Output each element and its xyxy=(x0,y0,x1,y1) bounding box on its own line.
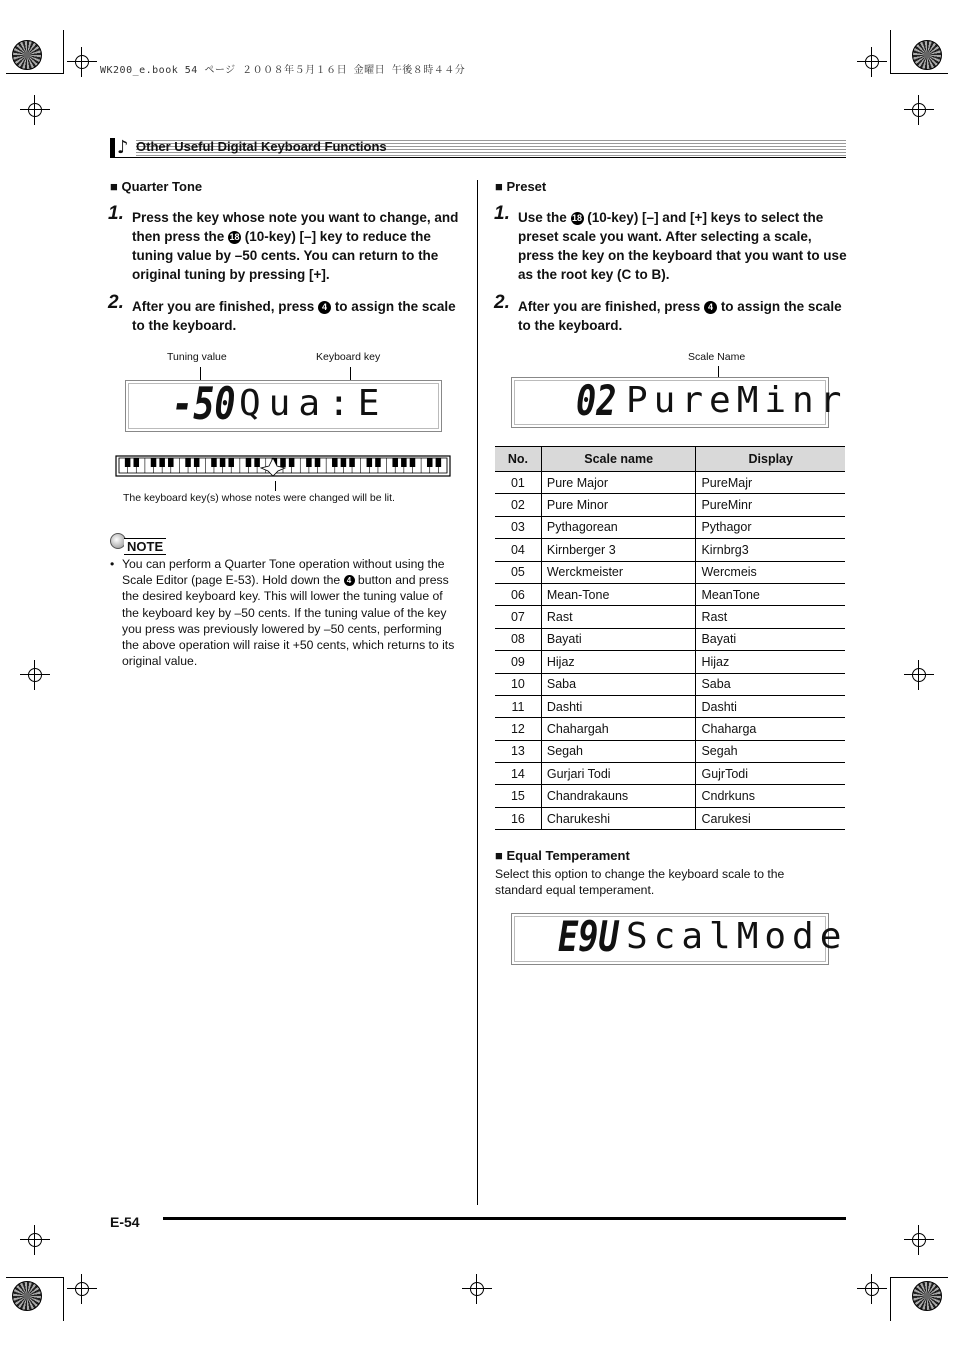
lcd-text: ScalMode xyxy=(626,916,848,957)
black-key xyxy=(211,458,217,467)
crosshair-mark-icon xyxy=(20,95,50,125)
music-note-icon: ♪ xyxy=(117,137,129,158)
cell-no: 04 xyxy=(495,539,541,561)
crop-mark xyxy=(6,73,64,74)
section-title: Other Useful Digital Keyboard Functions xyxy=(136,139,387,154)
scale-table xyxy=(495,446,845,830)
left-step-1 xyxy=(108,203,462,284)
black-key xyxy=(315,458,321,467)
registration-rosette-icon xyxy=(12,1281,42,1311)
table-row xyxy=(495,628,845,650)
black-key xyxy=(349,458,355,467)
cell-display: Hijaz xyxy=(696,651,845,673)
column-divider xyxy=(477,180,478,1205)
note-text xyxy=(122,556,455,669)
callout-line xyxy=(275,481,276,491)
keyboard-key-label: Keyboard key xyxy=(316,351,381,363)
cell-display: Saba xyxy=(696,673,845,695)
step-text: After you are finished, press xyxy=(518,299,705,314)
cell-scale-name: Chahargah xyxy=(541,718,696,740)
lcd-text: PureMinr xyxy=(626,380,848,421)
footer-rule xyxy=(163,1217,846,1220)
table-row xyxy=(495,807,845,829)
cell-display: PureMinr xyxy=(696,494,845,516)
cell-scale-name: Hijaz xyxy=(541,651,696,673)
crosshair-mark-icon xyxy=(904,1225,934,1255)
registration-rosette-icon xyxy=(12,40,42,70)
crop-mark xyxy=(890,73,948,74)
title-underline xyxy=(110,157,846,158)
crop-mark xyxy=(890,1277,948,1278)
registration-rosette-icon xyxy=(912,1281,942,1311)
table-row xyxy=(495,606,845,628)
step-text: After you are finished, press xyxy=(132,299,319,314)
step-text: (10-key) [–] and [+] keys to select the preset scale you want. After selecting a scale, press the key on the keyboard that you want to use as the root key (C to B). xyxy=(518,210,847,282)
section-title-bar xyxy=(110,137,846,159)
crosshair-mark-icon xyxy=(857,47,887,77)
cell-no: 09 xyxy=(495,651,541,673)
callout-line xyxy=(350,367,351,381)
circled-18-icon: 18 xyxy=(229,232,240,242)
cell-display: Bayati xyxy=(696,628,845,650)
crop-mark xyxy=(63,1277,64,1321)
black-key xyxy=(134,458,140,467)
step-number: 1. xyxy=(494,203,510,224)
tuning-value-label: Tuning value xyxy=(167,351,227,363)
table-row xyxy=(495,494,845,516)
black-key xyxy=(392,458,398,467)
cell-scale-name: Pure Major xyxy=(541,472,696,494)
crop-mark xyxy=(63,30,64,74)
cell-display: GujrTodi xyxy=(696,763,845,785)
cell-no: 11 xyxy=(495,695,541,717)
cell-no: 15 xyxy=(495,785,541,807)
right-step-2 xyxy=(494,292,848,335)
black-key xyxy=(280,458,286,467)
black-key xyxy=(375,458,381,467)
crop-mark xyxy=(890,1277,891,1321)
table-row xyxy=(495,740,845,762)
keyboard-graphic xyxy=(115,455,449,475)
piano-keys-icon xyxy=(115,455,451,477)
cell-display: Kirnbrg3 xyxy=(696,539,845,561)
lcd-segment-value: 02 xyxy=(576,376,617,425)
cell-scale-name: Kirnberger 3 xyxy=(541,539,696,561)
crosshair-mark-icon xyxy=(20,1225,50,1255)
equal-temperament-heading xyxy=(495,848,630,863)
step-number: 1. xyxy=(108,203,124,224)
cell-display: Pythagor xyxy=(696,516,845,538)
cell-no: 08 xyxy=(495,628,541,650)
black-key xyxy=(194,458,200,467)
lcd-segment-value: E9U xyxy=(558,912,619,961)
file-info: WK200_e.book 54 ページ ２００８年５月１６日 金曜日 午後８時４４分 xyxy=(100,65,466,76)
step-number: 2. xyxy=(108,292,124,313)
page-number: E-54 xyxy=(110,1214,140,1230)
black-key xyxy=(185,458,191,467)
cell-display: PureMajr xyxy=(696,472,845,494)
circled-4-icon: 4 xyxy=(318,301,331,314)
lcd-text: Qua:E xyxy=(239,383,388,424)
crosshair-mark-icon xyxy=(67,47,97,77)
black-key xyxy=(151,458,157,467)
step-text: (10-key) [–] key to reduce the tuning value by –50 cents. You can return to the original tuning by pressing [+]. xyxy=(132,229,439,282)
note-text-b: button and press the desired keyboard key. This will lower the tuning value of the keyboard key by –50 cents. If the tuning value of the key you press was previously lowered by –50 cents, performing the above operation will raise it +50 cents, which returns to its original value. xyxy=(122,573,455,669)
step-text: to assign the scale to the keyboard. xyxy=(132,299,456,333)
square-bullet-icon: ■ xyxy=(110,179,118,194)
note-text-a: You can perform a Quarter Tone operation without using the Scale Editor (page E-53). Hold down the xyxy=(122,557,445,588)
cell-display: Cndrkuns xyxy=(696,785,845,807)
cell-no: 14 xyxy=(495,763,541,785)
table-row xyxy=(495,763,845,785)
step-text: Use the xyxy=(518,210,571,225)
cell-scale-name: Mean-Tone xyxy=(541,583,696,605)
black-key xyxy=(246,458,252,467)
cell-no: 01 xyxy=(495,472,541,494)
cell-display: Carukesi xyxy=(696,807,845,829)
equal-temperament-text: Select this option to change the keyboard scale to the standard equal temperament. xyxy=(495,867,785,898)
circled-18-icon: 18 xyxy=(572,213,583,223)
table-row xyxy=(495,539,845,561)
square-bullet-icon: ■ xyxy=(495,179,503,194)
cell-display: MeanTone xyxy=(696,583,845,605)
right-step-1 xyxy=(494,203,848,284)
table-row xyxy=(495,785,845,807)
crosshair-mark-icon xyxy=(20,660,50,690)
heading-text: Equal Temperament xyxy=(506,848,630,863)
cell-no: 10 xyxy=(495,673,541,695)
cell-no: 05 xyxy=(495,561,541,583)
registration-rosette-icon xyxy=(912,40,942,70)
table-row xyxy=(495,695,845,717)
heading-text: Quarter Tone xyxy=(121,179,203,194)
col-header-no: No. xyxy=(495,447,541,472)
table-row xyxy=(495,516,845,538)
cell-scale-name: Dashti xyxy=(541,695,696,717)
step-number: 2. xyxy=(494,292,510,313)
black-key xyxy=(159,458,165,467)
crosshair-mark-icon xyxy=(462,1274,492,1304)
cell-no: 07 xyxy=(495,606,541,628)
table-row xyxy=(495,561,845,583)
table-row xyxy=(495,583,845,605)
cell-scale-name: Rast xyxy=(541,606,696,628)
note-label: NOTE xyxy=(124,538,166,555)
quarter-tone-heading xyxy=(110,179,202,194)
black-key xyxy=(341,458,347,467)
black-key xyxy=(228,458,234,467)
cell-display: Dashti xyxy=(696,695,845,717)
table-row xyxy=(495,718,845,740)
cell-display: Chaharga xyxy=(696,718,845,740)
cell-no: 06 xyxy=(495,583,541,605)
circled-4-icon: 4 xyxy=(704,301,717,314)
table-row xyxy=(495,673,845,695)
cell-display: Wercmeis xyxy=(696,561,845,583)
crosshair-mark-icon xyxy=(904,95,934,125)
crop-mark xyxy=(6,1277,64,1278)
black-key xyxy=(401,458,407,467)
keyboard-caption: The keyboard key(s) whose notes were changed will be lit. xyxy=(123,492,395,504)
cell-scale-name: Werckmeister xyxy=(541,561,696,583)
black-key xyxy=(427,458,433,467)
cell-scale-name: Segah xyxy=(541,740,696,762)
cell-no: 13 xyxy=(495,740,541,762)
scale-name-label: Scale Name xyxy=(688,351,746,363)
square-bullet-icon: ■ xyxy=(495,848,503,863)
black-key xyxy=(410,458,416,467)
cell-no: 03 xyxy=(495,516,541,538)
note-body xyxy=(110,556,455,669)
col-header-scale-name: Scale name xyxy=(541,447,696,472)
cell-scale-name: Pythagorean xyxy=(541,516,696,538)
cell-no: 16 xyxy=(495,807,541,829)
cell-no: 12 xyxy=(495,718,541,740)
heading-text: Preset xyxy=(506,179,547,194)
bullet: • xyxy=(110,557,115,571)
crosshair-mark-icon xyxy=(904,660,934,690)
title-marker xyxy=(110,138,115,158)
table-row xyxy=(495,472,845,494)
crosshair-mark-icon xyxy=(857,1274,887,1304)
cell-scale-name: Gurjari Todi xyxy=(541,763,696,785)
cell-scale-name: Saba xyxy=(541,673,696,695)
lcd-display-preset xyxy=(511,376,848,428)
cell-no: 02 xyxy=(495,494,541,516)
black-key xyxy=(306,458,312,467)
black-key xyxy=(289,458,295,467)
step-text: Press the key whose note you want to change, and then press the xyxy=(132,210,459,244)
lcd-display-quarter-tone xyxy=(125,380,442,432)
cell-display: Segah xyxy=(696,740,845,762)
cell-scale-name: Charukeshi xyxy=(541,807,696,829)
step-text: to assign the scale to the keyboard. xyxy=(518,299,842,333)
cell-display: Rast xyxy=(696,606,845,628)
lcd-display-equal xyxy=(511,912,848,965)
cell-scale-name: Pure Minor xyxy=(541,494,696,516)
cell-scale-name: Chandrakauns xyxy=(541,785,696,807)
crosshair-mark-icon xyxy=(67,1274,97,1304)
black-key xyxy=(220,458,226,467)
cell-scale-name: Bayati xyxy=(541,628,696,650)
crop-mark xyxy=(890,30,891,74)
table-row xyxy=(495,651,845,673)
black-key xyxy=(436,458,442,467)
lcd-segment-value: -50 xyxy=(172,379,236,430)
black-key xyxy=(125,458,131,467)
black-key xyxy=(367,458,373,467)
left-step-2 xyxy=(108,292,462,335)
black-key xyxy=(168,458,174,467)
black-key xyxy=(254,458,260,467)
table-header-row xyxy=(495,447,845,472)
col-header-display: Display xyxy=(696,447,845,472)
circled-4-icon: 4 xyxy=(344,575,355,586)
preset-heading xyxy=(495,179,546,194)
black-key xyxy=(332,458,338,467)
